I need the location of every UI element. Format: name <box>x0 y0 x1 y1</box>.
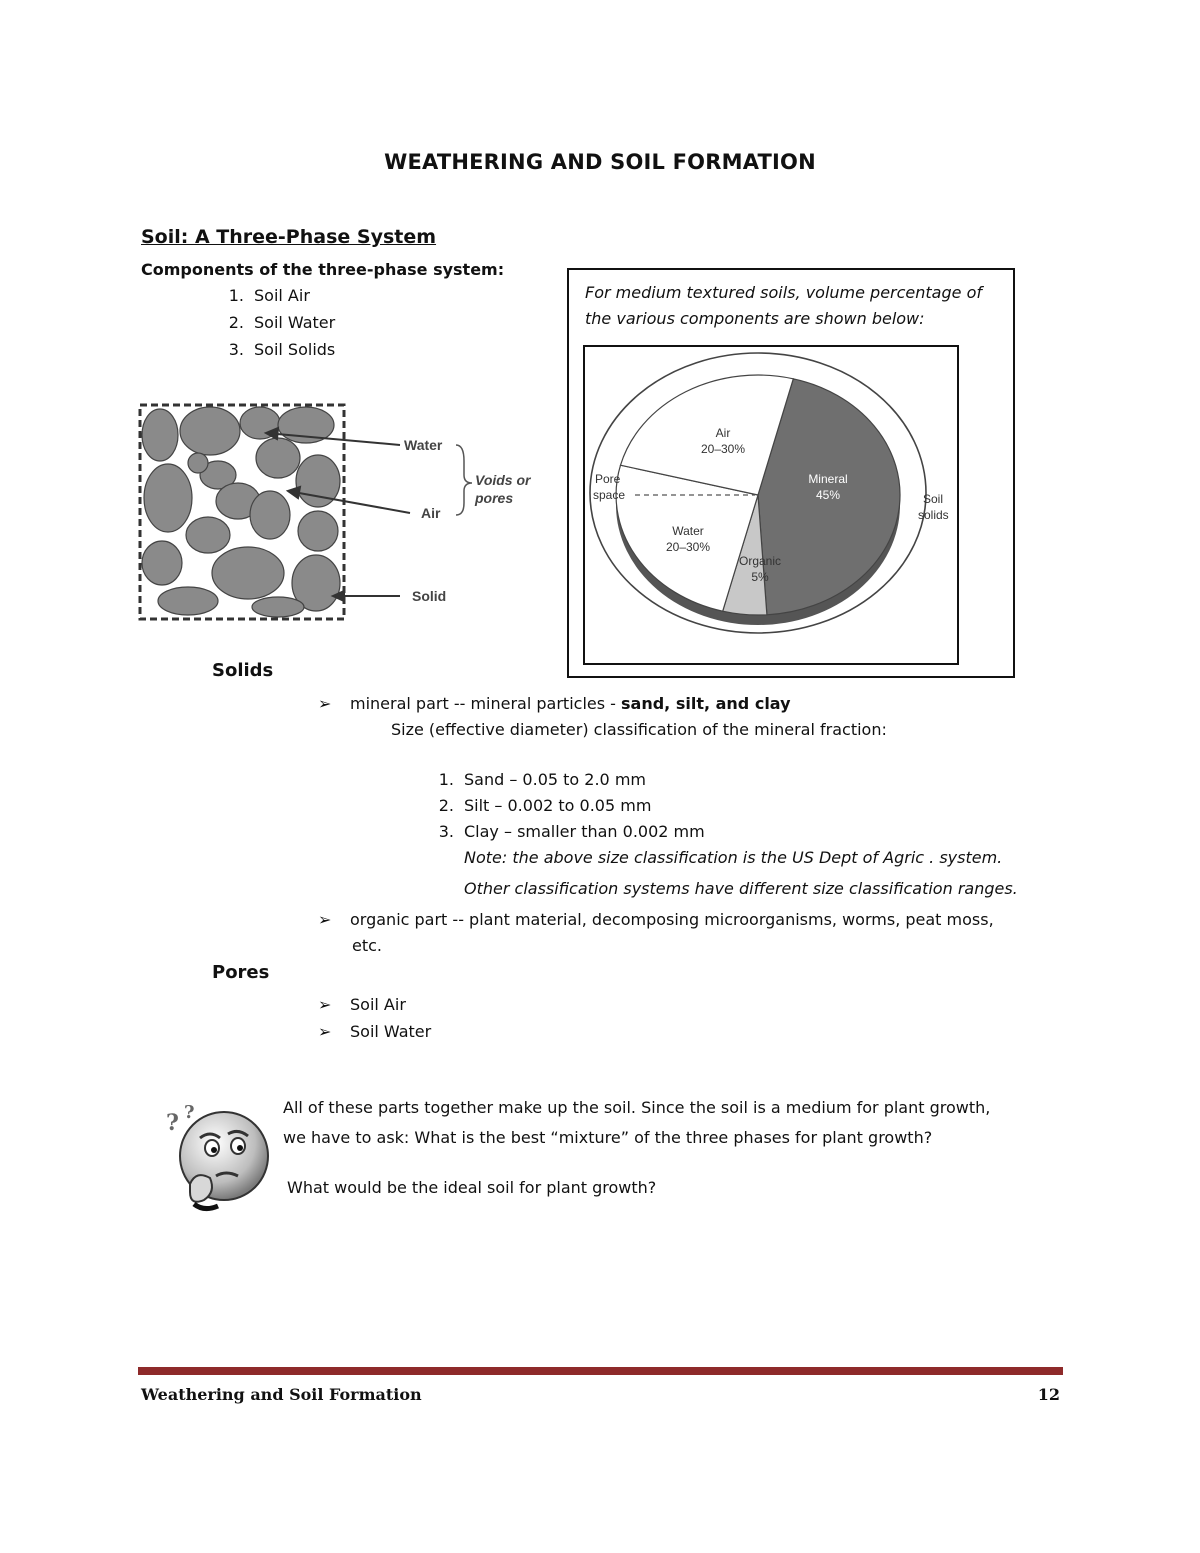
soil-pores-diagram <box>138 403 558 625</box>
footer-title: Weathering and Soil Formation <box>141 1385 422 1404</box>
soil-label: Soil <box>923 492 944 506</box>
voids-label: Voids or <box>475 472 531 488</box>
arrow-bullet-icon: ➢ <box>318 1022 332 1041</box>
arrow-bullet-icon: ➢ <box>318 694 332 713</box>
pores-label: pores <box>475 490 514 506</box>
solids-heading: Solids <box>212 660 274 681</box>
list-item: 3. Soil Solids <box>228 340 336 359</box>
question-line-2: we have to ask: What is the best “mixture” of the three phases for plant growth? <box>283 1128 933 1147</box>
organic-part-continuation: etc. <box>352 936 382 955</box>
question-line-3: What would be the ideal soil for plant growth? <box>287 1178 657 1197</box>
thinking-face-icon <box>160 1100 272 1212</box>
svg-text:?: ? <box>184 1102 195 1123</box>
air-slice-label: Air <box>715 426 731 440</box>
page-title: WEATHERING AND SOIL FORMATION <box>384 150 816 174</box>
size-classification-line: Size (effective diameter) classification of the mineral fraction: <box>391 720 887 739</box>
pores-heading: Pores <box>212 962 270 983</box>
mineral-part-item: ➢ mineral part -- mineral particles - sand, silt, and clay <box>318 694 791 713</box>
organic-slice-label: Organic <box>738 554 782 568</box>
components-label: Components of the three-phase system: <box>141 260 505 279</box>
list-item: 1. Sand – 0.05 to 2.0 mm <box>438 770 646 789</box>
size-list <box>418 770 705 848</box>
water-slice-value: 20–30% <box>665 540 711 554</box>
water-slice-label: Water <box>672 524 704 538</box>
pore-label: Pore <box>595 472 621 486</box>
list-item: 2. Soil Water <box>228 313 336 332</box>
note-line-1: Note: the above size classification is the US Dept of Agric . system. <box>464 848 1003 867</box>
list-item: 3. Clay – smaller than 0.002 mm <box>438 822 705 841</box>
mineral-slice-label: Mineral <box>808 472 848 486</box>
figure-caption: For medium textured soils, volume percentage of the various components are shown below: <box>585 283 982 328</box>
voids-brace <box>456 445 472 515</box>
water-label: Water <box>404 437 443 453</box>
list-item: 1. Soil Air <box>228 286 310 305</box>
question-line-1: All of these parts together make up the soil. Since the soil is a medium for plant growth, <box>283 1098 991 1117</box>
svg-text:?: ? <box>166 1110 179 1136</box>
solids-label: solids <box>918 508 949 522</box>
soil-composition-chart <box>583 345 959 665</box>
note-line-2: Other classification systems have different size classification ranges. <box>464 879 1018 898</box>
space-label: space <box>593 488 626 502</box>
organic-slice-value: 5% <box>751 570 769 584</box>
section-heading: Soil: A Three-Phase System <box>141 226 437 248</box>
mineral-slice-value: 45% <box>815 488 841 502</box>
organic-part-item: ➢ organic part -- plant material, decomposing microorganisms, worms, peat moss, <box>318 910 994 929</box>
solid-label: Solid <box>412 588 447 604</box>
list-item: 2. Silt – 0.002 to 0.05 mm <box>438 796 652 815</box>
list-item: ➢ Soil Air <box>318 995 406 1014</box>
page-number: 12 <box>1037 1385 1060 1404</box>
arrow-bullet-icon: ➢ <box>318 995 332 1014</box>
air-slice-value: 20–30% <box>700 442 746 456</box>
footer-bar <box>138 1367 1063 1375</box>
arrow-bullet-icon: ➢ <box>318 910 332 929</box>
pie-slices <box>616 375 900 625</box>
list-item: ➢ Soil Water <box>318 1022 432 1041</box>
air-label: Air <box>421 505 441 521</box>
components-list <box>208 286 335 367</box>
